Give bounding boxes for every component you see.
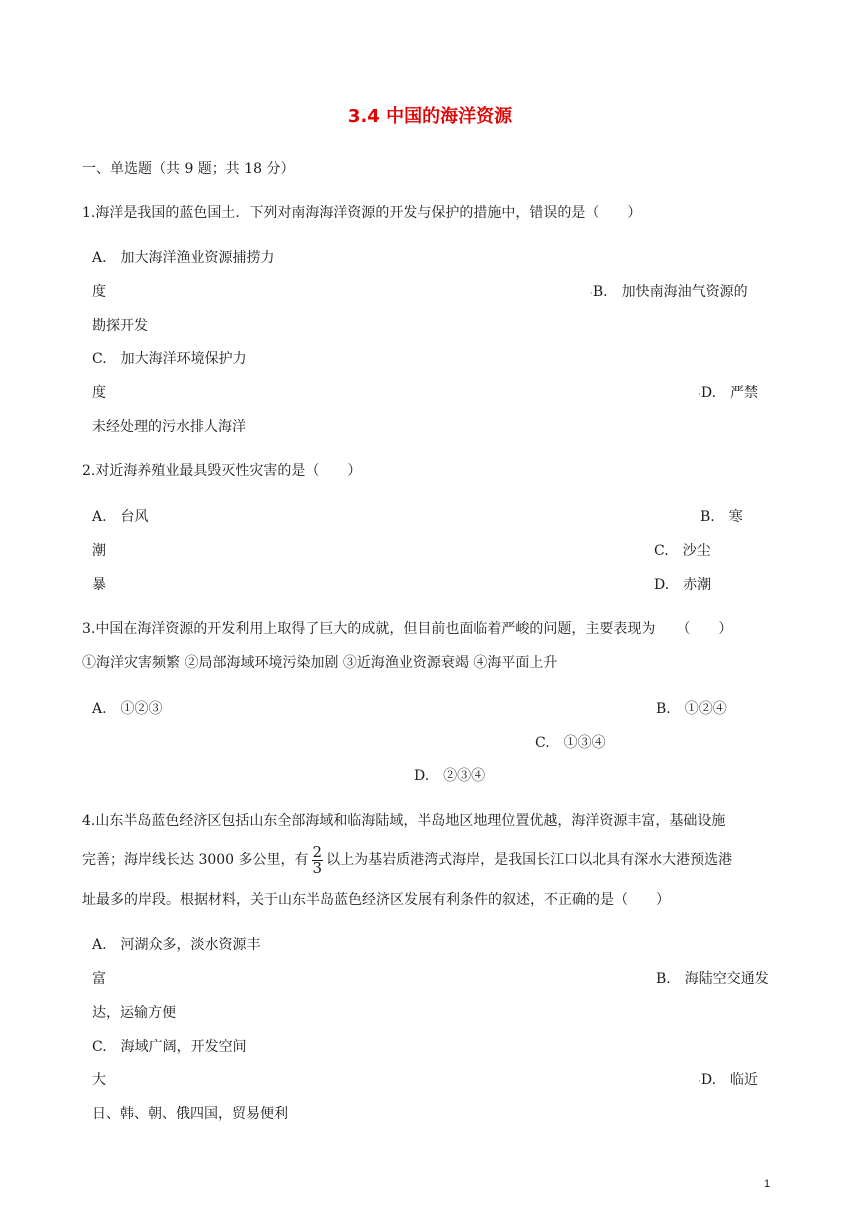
q3-option-d: D. ②③④ <box>414 768 486 784</box>
section-heading: 一、单选题（共 9 题；共 18 分） <box>82 161 295 177</box>
q3-option-b: B. ①②④ <box>656 701 727 717</box>
q2-option-d: D. 赤潮 <box>654 577 712 593</box>
q1-option-d-cont: 未经处理的污水排人海洋 <box>92 419 246 435</box>
q1-option-b-text: B. 加快南海油气资源的 <box>592 284 748 300</box>
q1-option-d <box>698 384 758 404</box>
q4-option-a-cont: 富 <box>92 971 106 987</box>
q2-option-c: C. 沙尘 <box>654 543 711 559</box>
question-4-stem-line-3: 址最多的岸段。根据材料，关于山东半岛蓝色经济区发展有利条件的叙述，不正确的是（ ） <box>82 892 670 908</box>
q4-option-a: A. 河湖众多，淡水资源丰 <box>92 937 261 953</box>
q1-option-c: C. 加大海洋环境保护力 <box>92 351 247 367</box>
question-1-stem: 1.海洋是我国的蓝色国土．下列对南海海洋资源的开发与保护的措施中，错误的是（ ） <box>82 205 642 221</box>
fraction-two-thirds <box>312 842 324 877</box>
option-marker-icon: · <box>698 390 701 400</box>
fraction-denominator: 3 <box>312 858 323 877</box>
q4-option-d-cont: 日、韩、朝、俄四国，贸易便利 <box>92 1106 288 1122</box>
q4-stem-text-a: 完善；海岸线长达 3000 多公里，有 <box>82 852 309 868</box>
question-3-stem: 3.中国在海洋资源的开发利用上取得了巨大的成就，但目前也面临着严峻的问题，主要表现为 （ ） <box>82 621 733 637</box>
q1-option-b <box>590 283 748 303</box>
option-marker-icon: · <box>590 289 593 299</box>
option-marker-icon: · <box>698 1077 701 1087</box>
q1-option-b-cont: 勘探开发 <box>92 318 148 334</box>
q4-option-d <box>698 1071 758 1091</box>
q3-option-a: A. ①②③ <box>92 701 163 717</box>
question-2-stem: 2.对近海养殖业最具毁灭性灾害的是（ ） <box>82 463 362 479</box>
q1-option-d-text: D. 严禁 <box>700 385 759 401</box>
q4-option-b-cont: 达，运输方便 <box>92 1005 176 1021</box>
q4-option-d-text: D. 临近 <box>700 1072 759 1088</box>
page-number: 1 <box>764 1178 771 1190</box>
q2-option-a: A. 台风 <box>92 509 149 525</box>
fraction-numerator: 2 <box>312 842 323 861</box>
q4-stem-text-b: 以上为基岩质港湾式海岸，是我国长江口以北具有深水大港预选港 <box>326 852 733 868</box>
q1-option-c-cont: 度 <box>92 385 106 401</box>
q1-option-a: A. 加大海洋渔业资源捕捞力 <box>92 250 275 266</box>
q4-option-c-cont: 大 <box>92 1072 106 1088</box>
q4-option-c: C. 海域广阔，开发空间 <box>92 1039 247 1055</box>
q2-option-b: B. 寒 <box>700 509 743 525</box>
q1-option-a-cont: 度 <box>92 284 106 300</box>
q2-option-c-cont: 暴 <box>92 577 106 593</box>
question-4-stem-line-1: 4.山东半岛蓝色经济区包括山东全部海域和临海陆域，半岛地区地理位置优越，海洋资源丰富，基础设施 <box>82 813 726 829</box>
question-3-statements: ①海洋灾害频繁 ②局部海域环境污染加剧 ③近海渔业资源衰竭 ④海平面上升 <box>82 655 558 671</box>
question-4-stem-line-2 <box>82 843 732 877</box>
document-title: 3.4 中国的海洋资源 <box>347 106 513 127</box>
q2-option-b-cont: 潮 <box>92 543 106 559</box>
q4-option-b: B. 海陆空交通发 <box>656 971 769 987</box>
q3-option-c: C. ①③④ <box>535 735 606 751</box>
